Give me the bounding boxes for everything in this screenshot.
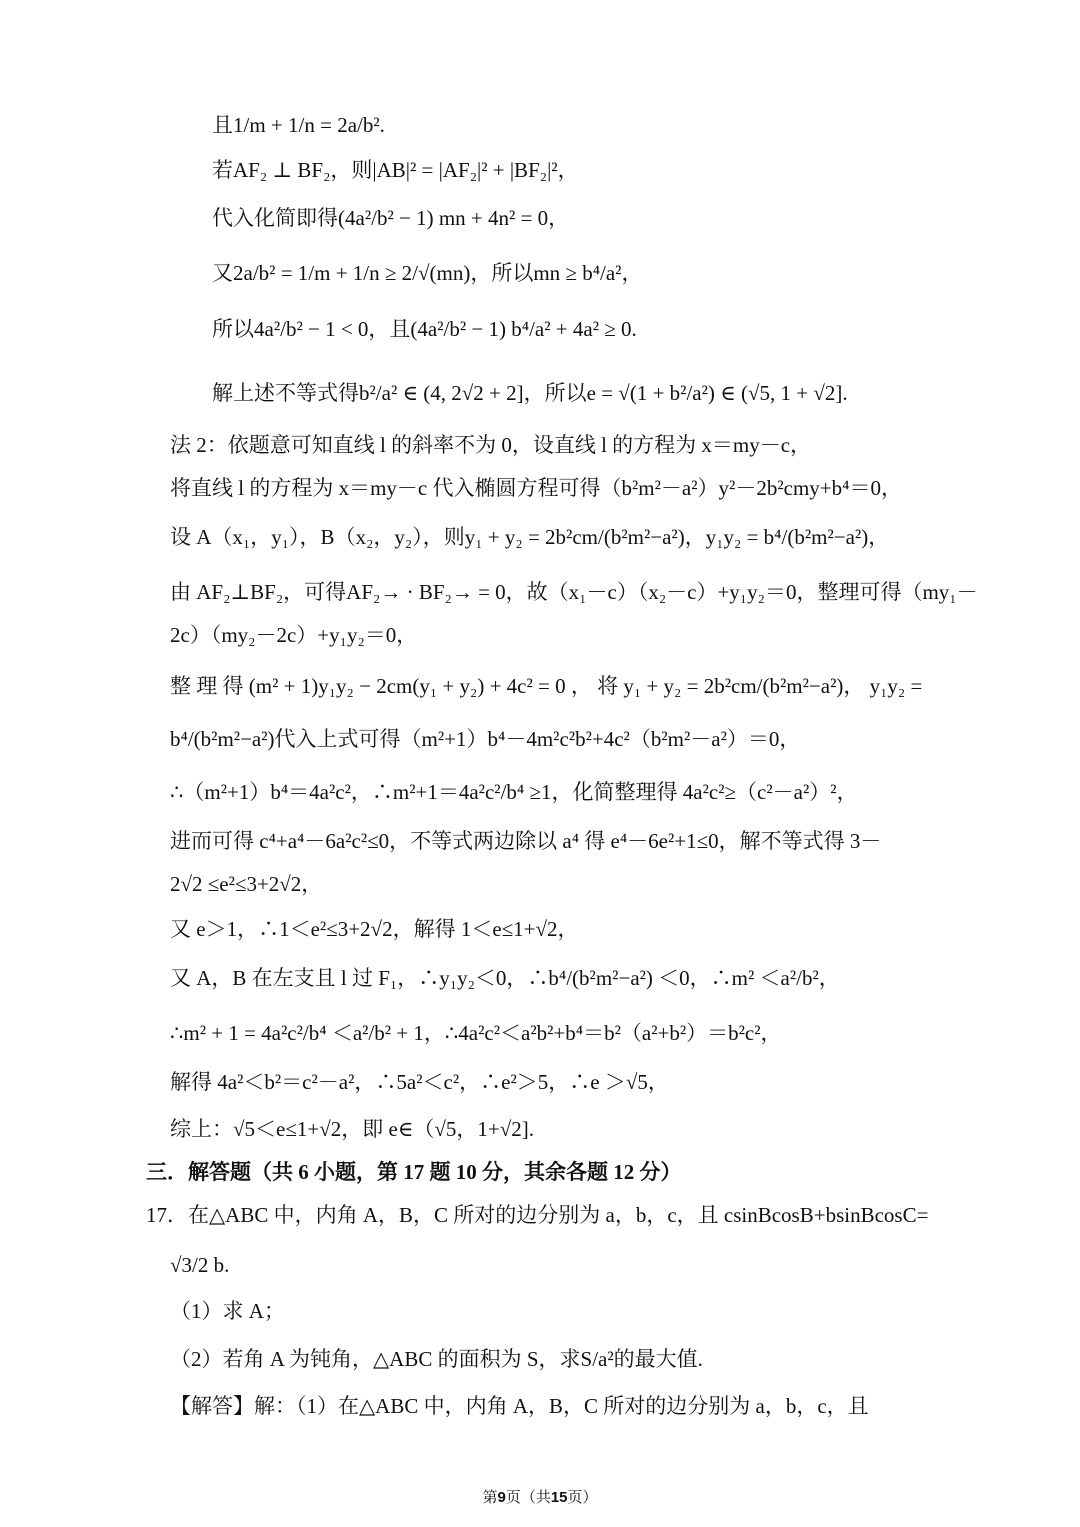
text-line: ∴（m²+1）b⁴＝4a²c²，∴m²+1＝4a²c²/b⁴ ≥1，化简整理得 4a²c²≥（c²－a²）²， [170,780,858,804]
text-line: ∴m² + 1 = 4a²c²/b⁴ ＜a²/b² + 1，∴4a²c²＜a²b²+b⁴＝b²（a²+b²）＝b²c²， [170,1021,782,1045]
text-line: 所以4a²/b² − 1 < 0，且(4a²/b² − 1) b⁴/a² + 4a² ≥ 0. [212,317,637,341]
text-line: 法 2：依题意可知直线 l 的斜率不为 0，设直线 l 的方程为 x＝my－c， [170,433,812,457]
text-line: 又 e＞1，∴1＜e²≤3+2√2，解得 1＜e≤1+√2， [170,917,579,941]
problem-statement: 17．在△ABC 中，内角 A，B，C 所对的边分别为 a，b，c，且 csinBcosB+bsinBcosC= [146,1203,929,1227]
text-line: b⁴/(b²m²−a²)代入上式可得（m²+1）b⁴－4m²c²b²+4c²（b²m²－a²）＝0， [170,727,801,751]
text-line: 综上：√5＜e≤1+√2，即 e∈（√5，1+√2]. [170,1117,534,1141]
text-line: 2c）（my₂－2c）+y₁y₂＝0， [170,623,418,647]
text-line: 整 理 得 (m² + 1)y₁y₂ − 2cm(y₁ + y₂) + 4c² = 0 ， 将 y₁ + y₂ = 2b²cm/(b²m²−a²)， y₁y₂ = [170,674,923,698]
footer-mid: 页（共 [505,1489,551,1506]
text-line: 将直线 l 的方程为 x＝my－c 代入椭圆方程可得（b²m²－a²）y²－2b²cmy+b⁴＝0， [170,476,902,500]
text-line: 又 A，B 在左支且 l 过 F₁，∴y₁y₂＜0，∴b⁴/(b²m²−a²) ＜0，∴m² ＜a²/b²， [170,966,840,990]
page-footer [0,1486,1080,1507]
footer-suffix: 页） [567,1489,598,1506]
sub-question: （2）若角 A 为钝角，△ABC 的面积为 S，求S/a²的最大值. [170,1347,703,1371]
text-line: 设 A（x₁，y₁），B（x₂，y₂），则y₁ + y₂ = 2b²cm/(b²m²−a²)，y₁y₂ = b⁴/(b²m²−a²)， [170,525,890,549]
total-pages: 15 [550,1489,568,1506]
text-line: 又2a/b² = 1/m + 1/n ≥ 2/√(mn)，所以mn ≥ b⁴/a²， [212,261,643,285]
footer-prefix: 第 [482,1489,498,1506]
text-line: 代入化简即得(4a²/b² − 1) mn + 4n² = 0， [212,206,570,230]
section-heading: 三．解答题（共 6 小题，第 17 题 10 分，其余各题 12 分） [146,1160,682,1184]
page-number: 9 [497,1489,506,1506]
text-line: 由 AF₂⊥BF₂，可得AF₂→ · BF₂→ = 0，故（x₁－c）（x₂－c）+y₁y₂＝0，整理可得（my₁－ [170,580,978,604]
text-line: 解上述不等式得b²/a² ∈ (4, 2√2 + 2]，所以e = √(1 + b²/a²) ∈ (√5, 1 + √2]. [212,381,848,405]
text-line: 解得 4a²＜b²＝c²－a²，∴5a²＜c²，∴e²＞5，∴e ＞√5， [170,1070,669,1094]
sub-question: （1）求 A； [170,1299,285,1323]
text-line: 进而可得 c⁴+a⁴－6a²c²≤0，不等式两边除以 a⁴ 得 e⁴－6e²+1≤0，解不等式得 3－ [170,829,882,853]
text-line: 2√2 ≤e²≤3+2√2， [170,872,323,896]
text-line: √3/2 b. [170,1253,230,1277]
text-line: 若AF₂ ⊥ BF₂，则|AB|² = |AF₂|² + |BF₂|²， [212,158,579,182]
text-line: 且1/m + 1/n = 2a/b². [212,113,385,137]
answer-start: 【解答】解：（1）在△ABC 中，内角 A，B，C 所对的边分别为 a，b，c，且 [170,1394,869,1418]
